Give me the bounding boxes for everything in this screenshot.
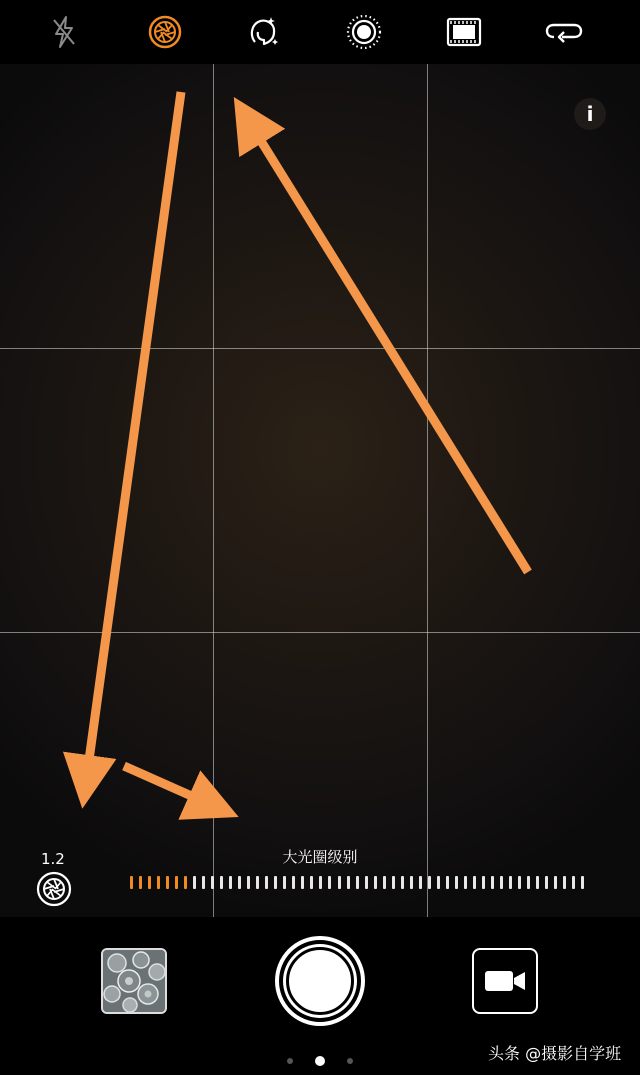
slider-tick <box>356 876 359 889</box>
slider-tick <box>229 876 232 889</box>
slider-tick <box>428 876 431 889</box>
slider-tick <box>148 876 151 889</box>
slider-tick <box>563 876 566 889</box>
slider-tick <box>274 876 277 889</box>
slider-tick <box>338 876 341 889</box>
slider-tick <box>446 876 449 889</box>
slider-tick <box>139 876 142 889</box>
aperture-level-label: 大光圈级别 <box>282 848 358 866</box>
slider-tick <box>184 876 187 889</box>
video-mode-button[interactable] <box>472 948 538 1014</box>
slider-tick <box>328 876 331 889</box>
slider-tick <box>283 876 286 889</box>
slider-tick <box>157 876 160 889</box>
aperture-mode-icon[interactable] <box>145 12 185 52</box>
slider-tick <box>518 876 521 889</box>
slider-tick <box>473 876 476 889</box>
page-dot[interactable] <box>287 1058 293 1064</box>
switch-camera-icon[interactable] <box>544 12 584 52</box>
slider-tick <box>256 876 259 889</box>
video-camera-icon <box>483 967 527 995</box>
aperture-slider[interactable] <box>130 876 584 892</box>
flash-off-icon[interactable] <box>44 12 84 52</box>
filter-film-icon[interactable] <box>444 12 484 52</box>
slider-tick <box>581 876 584 889</box>
slider-tick <box>401 876 404 889</box>
top-toolbar <box>0 0 640 64</box>
slider-tick <box>554 876 557 889</box>
slider-tick <box>166 876 169 889</box>
slider-tick <box>301 876 304 889</box>
page-indicator <box>280 1055 360 1067</box>
annotation-arrow <box>248 120 528 572</box>
aperture-icon[interactable] <box>36 871 72 907</box>
annotation-arrow <box>124 766 214 806</box>
slider-tick <box>545 876 548 889</box>
slider-tick <box>464 876 467 889</box>
slider-tick <box>572 876 575 889</box>
bottom-controls <box>0 917 640 1075</box>
page-dot[interactable] <box>347 1058 353 1064</box>
info-label: i <box>586 102 594 126</box>
slider-tick <box>310 876 313 889</box>
slider-tick <box>491 876 494 889</box>
slider-tick <box>347 876 350 889</box>
slider-tick <box>130 876 133 889</box>
slider-tick <box>365 876 368 889</box>
slider-tick <box>319 876 322 889</box>
shutter-button[interactable] <box>275 936 365 1026</box>
slider-tick <box>437 876 440 889</box>
slider-tick <box>292 876 295 889</box>
shutter-inner <box>286 947 354 1015</box>
slider-tick <box>410 876 413 889</box>
slider-tick <box>482 876 485 889</box>
slider-tick <box>220 876 223 889</box>
slider-tick <box>392 876 395 889</box>
slider-tick <box>211 876 214 889</box>
gallery-thumbnail[interactable] <box>101 948 167 1014</box>
page-dot-active[interactable] <box>315 1056 325 1066</box>
slider-tick <box>238 876 241 889</box>
slider-tick <box>419 876 422 889</box>
slider-tick <box>175 876 178 889</box>
live-photo-icon[interactable] <box>344 12 384 52</box>
slider-tick <box>247 876 250 889</box>
slider-tick <box>193 876 196 889</box>
slider-tick <box>500 876 503 889</box>
annotation-arrows <box>0 64 640 917</box>
watermark-text: 头条 @摄影自学班 <box>488 1044 622 1063</box>
annotation-arrow <box>86 92 181 782</box>
slider-tick <box>383 876 386 889</box>
slider-tick <box>455 876 458 889</box>
slider-tick <box>202 876 205 889</box>
slider-tick <box>509 876 512 889</box>
beauty-icon[interactable] <box>244 12 284 52</box>
slider-tick <box>265 876 268 889</box>
aperture-value: 1.2 <box>41 850 65 868</box>
slider-tick <box>536 876 539 889</box>
camera-viewfinder[interactable] <box>0 64 640 917</box>
slider-tick <box>527 876 530 889</box>
slider-tick <box>374 876 377 889</box>
